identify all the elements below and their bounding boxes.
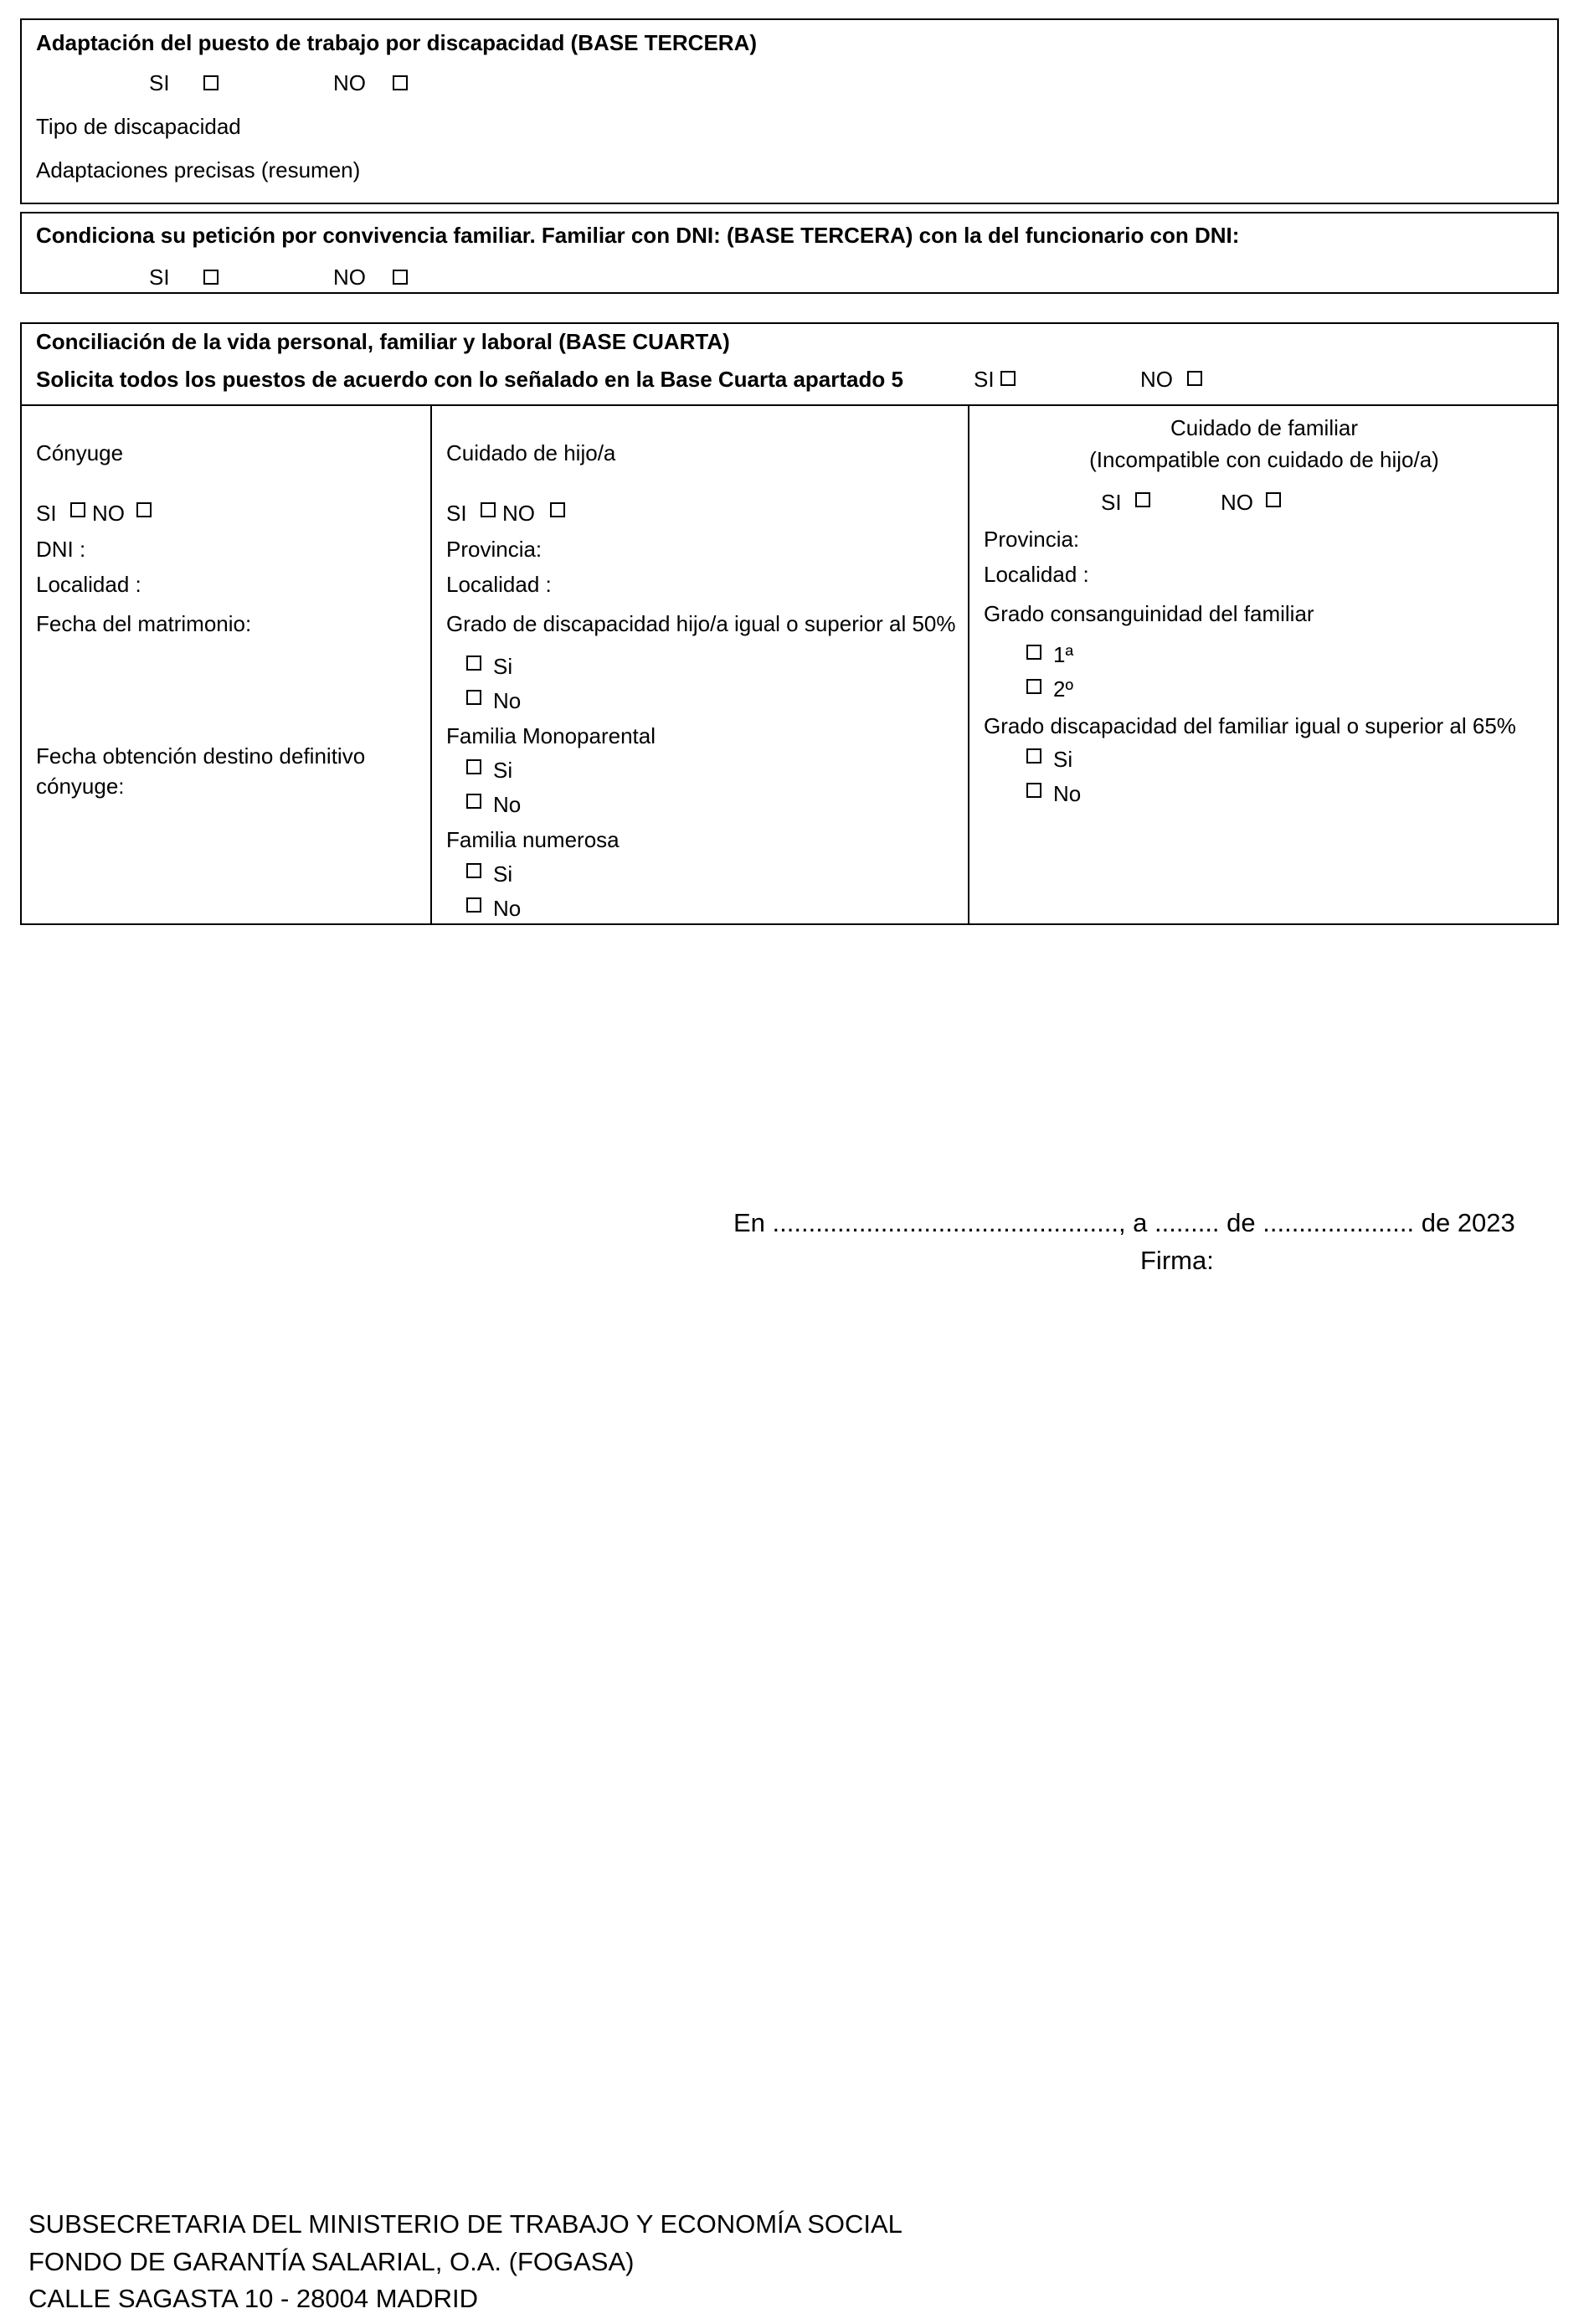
spouse-dni-label: DNI :	[36, 537, 86, 562]
family-care-no-label: NO	[1221, 490, 1253, 515]
single-parent-si-checkbox[interactable]	[466, 759, 481, 774]
spouse-no-checkbox[interactable]	[136, 502, 152, 517]
section1-si-checkbox[interactable]	[203, 75, 219, 90]
spouse-si-label: SI	[36, 501, 57, 526]
child-disability-si-label: Si	[493, 654, 513, 679]
section2-no-label: NO	[333, 265, 366, 290]
child-care-header: Cuidado de hijo/a	[446, 440, 616, 465]
spouse-no-label: NO	[92, 501, 125, 526]
section1-no-label: NO	[333, 70, 366, 95]
child-care-si-label: SI	[446, 501, 467, 526]
spouse-destination-date-label-2: cónyuge:	[36, 774, 125, 799]
family-care-header-1: Cuidado de familiar	[1170, 415, 1358, 440]
disability-type-label: Tipo de discapacidad	[36, 114, 241, 139]
large-family-label: Familia numerosa	[446, 827, 620, 852]
footer-ministry: SUBSECRETARIA DEL MINISTERIO DE TRABAJO Y ECONOMÍA SOCIAL	[28, 2209, 902, 2239]
child-care-no-label: NO	[502, 501, 535, 526]
section3-no-label: NO	[1140, 367, 1173, 392]
consanguinity-second-checkbox[interactable]	[1026, 679, 1041, 694]
consanguinity-first-checkbox[interactable]	[1026, 645, 1041, 660]
family-care-si-checkbox[interactable]	[1135, 492, 1150, 507]
section1-no-checkbox[interactable]	[393, 75, 408, 90]
child-disability-no-checkbox[interactable]	[466, 690, 481, 705]
spouse-header: Cónyuge	[36, 440, 124, 465]
column-divider-2	[968, 404, 969, 925]
large-family-si-label: Si	[493, 861, 513, 887]
section3-no-checkbox[interactable]	[1187, 371, 1202, 386]
section3-title: Conciliación de la vida personal, familiar y laboral (BASE CUARTA)	[36, 329, 730, 354]
large-family-no-label: No	[493, 896, 522, 921]
single-parent-si-label: Si	[493, 758, 513, 783]
child-disability-label: Grado de discapacidad hijo/a igual o superior al 50%	[446, 611, 956, 636]
section1-si-label: SI	[149, 70, 170, 95]
family-disability-no-label: No	[1053, 781, 1082, 806]
family-disability-si-checkbox[interactable]	[1026, 748, 1041, 764]
section2-no-checkbox[interactable]	[393, 270, 408, 285]
consanguinity-first-label: 1ª	[1053, 642, 1074, 667]
place-date-line: En ................................................, a ......... de ..................... de 2023	[733, 1208, 1515, 1237]
section3-si-checkbox[interactable]	[1000, 371, 1016, 386]
spouse-destination-date-label-1: Fecha obtención destino definitivo	[36, 743, 366, 769]
single-parent-no-label: No	[493, 792, 522, 817]
section1-title: Adaptación del puesto de trabajo por discapacidad (BASE TERCERA)	[36, 30, 758, 55]
large-family-si-checkbox[interactable]	[466, 863, 481, 878]
child-province-label: Provincia:	[446, 537, 543, 562]
child-care-no-checkbox[interactable]	[550, 502, 565, 517]
child-care-si-checkbox[interactable]	[481, 502, 496, 517]
single-parent-no-checkbox[interactable]	[466, 794, 481, 809]
large-family-no-checkbox[interactable]	[466, 897, 481, 913]
single-parent-label: Familia Monoparental	[446, 723, 656, 748]
spouse-locality-label: Localidad :	[36, 572, 141, 597]
family-care-no-checkbox[interactable]	[1266, 492, 1281, 507]
signature-label: Firma:	[1140, 1246, 1214, 1275]
adaptations-label: Adaptaciones precisas (resumen)	[36, 157, 361, 183]
section2-si-checkbox[interactable]	[203, 270, 219, 285]
family-care-si-label: SI	[1101, 490, 1122, 515]
family-care-header-2: (Incompatible con cuidado de hijo/a)	[1089, 447, 1439, 472]
child-disability-si-checkbox[interactable]	[466, 656, 481, 671]
family-locality-label: Localidad :	[984, 562, 1089, 587]
consanguinity-label: Grado consanguinidad del familiar	[984, 601, 1314, 626]
child-disability-no-label: No	[493, 688, 522, 713]
family-disability-si-label: Si	[1053, 747, 1073, 772]
section2-title: Condiciona su petición por convivencia familiar. Familiar con DNI: (BASE TERCERA) con la del funcionario con DNI:	[36, 223, 1240, 248]
marriage-date-label: Fecha del matrimonio:	[36, 611, 252, 636]
section3-si-label: SI	[974, 367, 995, 392]
footer-address: CALLE SAGASTA 10 - 28004 MADRID	[28, 2284, 478, 2313]
spouse-si-checkbox[interactable]	[70, 502, 85, 517]
family-disability-label: Grado discapacidad del familiar igual o superior al 65%	[984, 713, 1516, 738]
section3-divider	[20, 404, 1559, 406]
footer-fogasa: FONDO DE GARANTÍA SALARIAL, O.A. (FOGASA)	[28, 2247, 635, 2276]
child-locality-label: Localidad :	[446, 572, 552, 597]
column-divider-1	[430, 404, 432, 925]
section2-si-label: SI	[149, 265, 170, 290]
consanguinity-second-label: 2º	[1053, 676, 1073, 702]
family-disability-no-checkbox[interactable]	[1026, 783, 1041, 798]
family-province-label: Provincia:	[984, 527, 1080, 552]
section3-subtitle: Solicita todos los puestos de acuerdo con lo señalado en la Base Cuarta apartado 5	[36, 367, 903, 392]
